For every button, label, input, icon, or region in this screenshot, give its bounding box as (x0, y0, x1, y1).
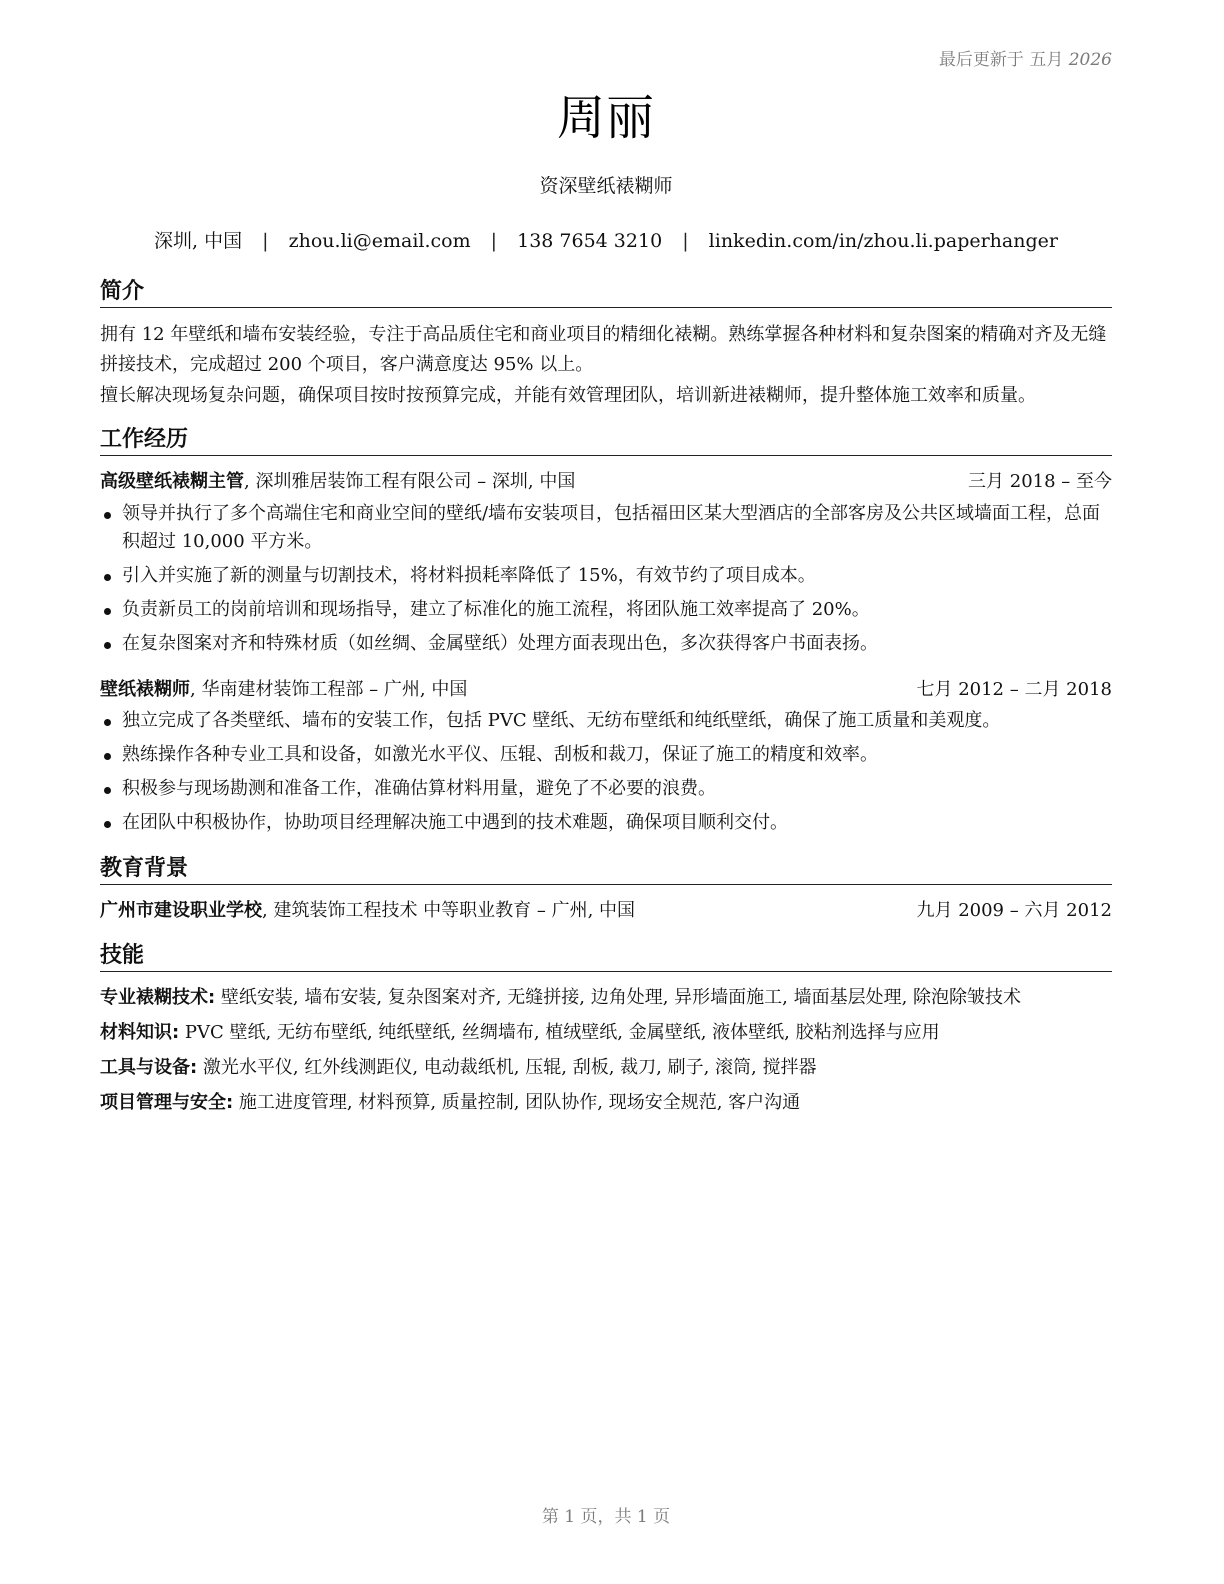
last-updated (939, 45, 1112, 70)
job-bullet: 在团队中积极协作，协助项目经理解决施工中遇到的技术难题，确保项目顺利交付。 (100, 809, 1112, 837)
skill-row (100, 1020, 1112, 1046)
job-bullet: 熟练操作各种专业工具和设备，如激光水平仪、压辊、刮板和裁刀，保证了施工的精度和效率。 (100, 741, 1112, 769)
summary-paragraph: 擅长解决现场复杂问题，确保项目按时按预算完成，并能有效管理团队，培训新进裱糊师，提升整体施工效率和质量。 (100, 385, 1036, 406)
contact-separator: | (682, 230, 689, 252)
skill-label: 项目管理与安全: (100, 1092, 234, 1113)
job-role: 壁纸裱糊师 (100, 679, 190, 700)
job-bullet: 领导并执行了多个高端住宅和商业空间的壁纸/墙布安装项目，包括福田区某大型酒店的全部客房及公共区域墙面工程，总面积超过 10,000 平方米。 (100, 500, 1112, 556)
job-header (100, 677, 1112, 703)
skill-value: PVC 壁纸, 无纺布壁纸, 纯纸壁纸, 丝绸墙布, 植绒壁纸, 金属壁纸, 液体壁纸, 胶粘剂选择与应用 (179, 1022, 940, 1043)
job-bullet: 负责新员工的岗前培训和现场指导，建立了标准化的施工流程，将团队施工效率提高了 20%。 (100, 596, 1112, 624)
education-detail: , 建筑装饰工程技术 中等职业教育 – 广州, 中国 (262, 900, 636, 921)
contact-linkedin[interactable]: linkedin.com/in/zhou.li.paperhanger (708, 230, 1058, 252)
job-dates: 七月 2012 – 二月 2018 (916, 679, 1112, 700)
skill-row (100, 985, 1112, 1011)
section-title-skills: 技能 (100, 942, 1112, 972)
summary-paragraph: 拥有 12 年壁纸和墙布安装经验，专注于高品质住宅和商业项目的精细化裱糊。熟练掌握各种材料和复杂图案的精确对齐及无缝拼接技术，完成超过 200 个项目，客户满意度达 95% 以上。 (100, 324, 1107, 375)
job-org: , 华南建材装饰工程部 – 广州, 中国 (190, 679, 468, 700)
skill-value: 施工进度管理, 材料预算, 质量控制, 团队协作, 现场安全规范, 客户沟通 (233, 1092, 801, 1113)
education-entry (100, 898, 1112, 924)
last-updated-month: 五月 (1029, 50, 1064, 70)
job-bullets (100, 707, 1112, 843)
contact-location: 深圳, 中国 (154, 230, 243, 252)
contact-phone: 138 7654 3210 (517, 230, 663, 252)
skill-label: 专业裱糊技术: (100, 987, 216, 1008)
job-bullet: 引入并实施了新的测量与切割技术，将材料损耗率降低了 15%，有效节约了项目成本。 (100, 562, 1112, 590)
skill-value: 壁纸安装, 墙布安装, 复杂图案对齐, 无缝拼接, 边角处理, 异形墙面施工, 墙面基层处理, 除泡除皱技术 (215, 987, 1022, 1008)
skill-row (100, 1055, 1112, 1081)
contact-separator: | (490, 230, 498, 252)
contact-line (100, 226, 1112, 253)
job-title-line (100, 469, 575, 495)
page-footer: 第 1 页，共 1 页 (541, 1507, 671, 1527)
job-header (100, 469, 1112, 495)
section-title-education: 教育背景 (100, 855, 1112, 885)
education-dates: 九月 2009 – 六月 2012 (916, 900, 1112, 921)
candidate-name: 周丽 (556, 90, 655, 146)
job-bullets (100, 500, 1112, 664)
last-updated-prefix: 最后更新于 (938, 50, 1024, 70)
job-bullet: 独立完成了各类壁纸、墙布的安装工作，包括 PVC 壁纸、无纺布壁纸和纯纸壁纸，确保了施工质量和美观度。 (100, 707, 1112, 735)
job-bullet: 积极参与现场勘测和准备工作，准确估算材料用量，避免了不必要的浪费。 (100, 775, 1112, 803)
contact-email[interactable]: zhou.li@email.com (288, 230, 471, 252)
skill-row (100, 1090, 1112, 1116)
job-title-line (100, 677, 467, 703)
skill-label: 材料知识: (100, 1022, 180, 1043)
section-title-experience: 工作经历 (100, 426, 1112, 456)
contact-separator: | (262, 230, 269, 252)
section-title-summary: 简介 (100, 278, 1112, 308)
job-role: 高级壁纸裱糊主管 (100, 471, 244, 492)
education-line (100, 898, 635, 924)
job-org: , 深圳雅居装饰工程有限公司 – 深圳, 中国 (244, 471, 576, 492)
job-dates: 三月 2018 – 至今 (968, 471, 1112, 492)
skill-value: 激光水平仪, 红外线测距仪, 电动裁纸机, 压辊, 刮板, 裁刀, 刷子, 滚筒, 搅拌器 (197, 1057, 817, 1078)
job-bullet: 在复杂图案对齐和特殊材质（如丝绸、金属壁纸）处理方面表现出色，多次获得客户书面表扬。 (100, 630, 1112, 658)
candidate-headline: 资深壁纸裱糊师 (539, 175, 673, 197)
last-updated-year: 2026 (1068, 50, 1112, 70)
skill-label: 工具与设备: (100, 1057, 198, 1078)
education-school: 广州市建设职业学校 (100, 900, 262, 921)
